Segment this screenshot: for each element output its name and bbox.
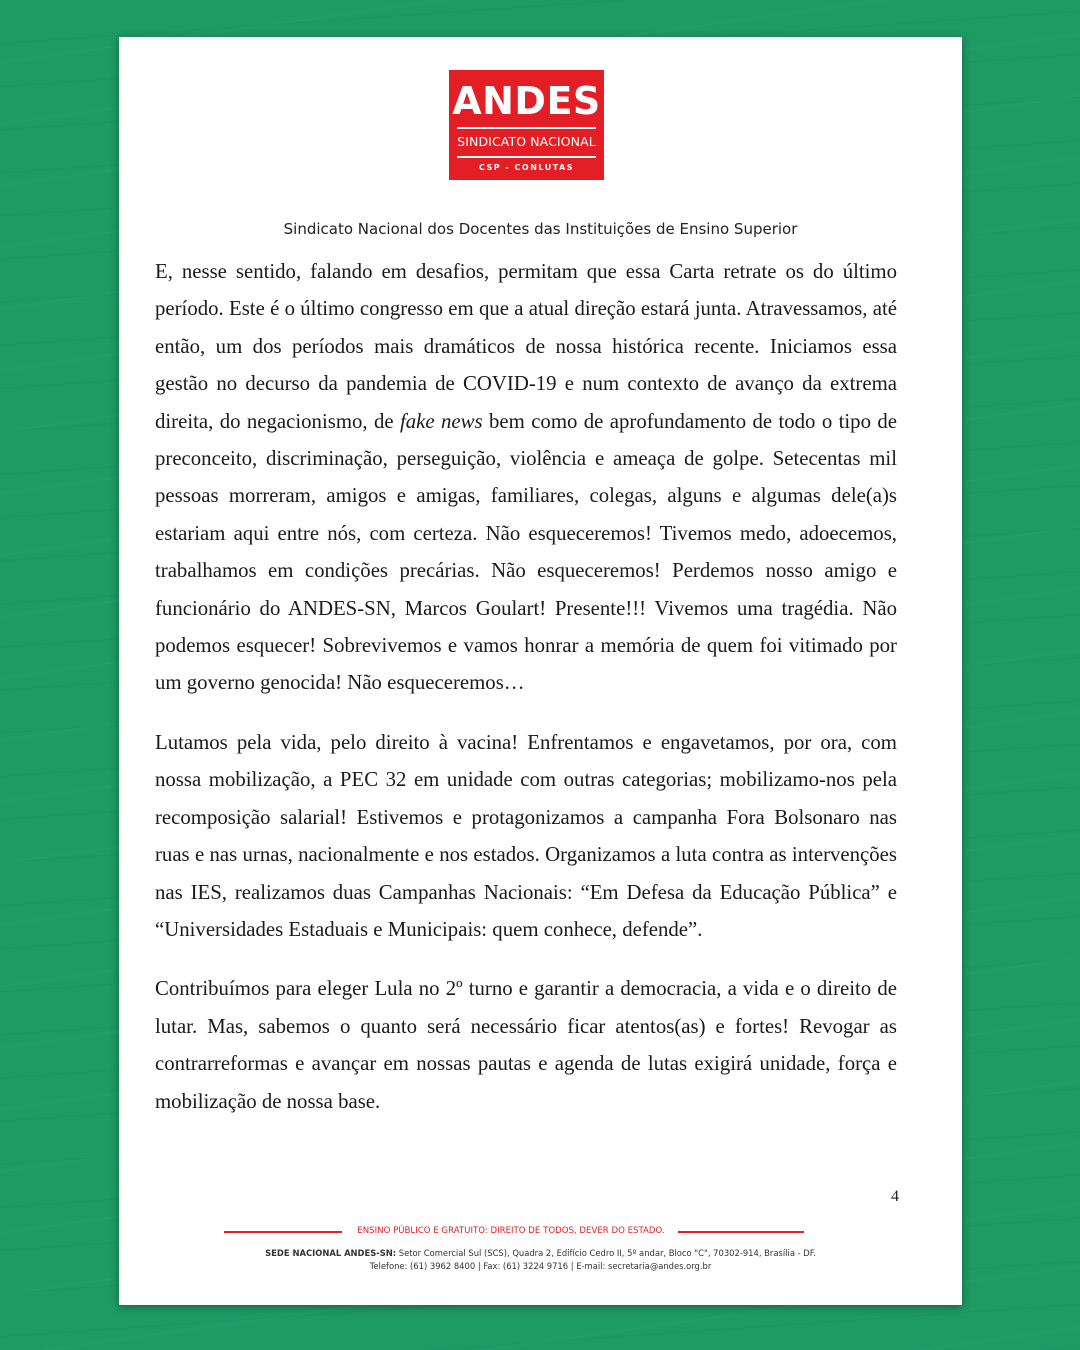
paragraph-3: Contribuímos para eleger Lula no 2º turno e garantir a democracia, a vida e o direito de lutar. Mas, sabemos o quanto será necessário ficar atentos(as) e fortes! Revogar as contrarreformas e avançar em nossas pautas e agenda de lutas exigirá unidade, força e mobilização de nossa base. bbox=[155, 977, 897, 1113]
footer-slogan-row bbox=[224, 1224, 804, 1238]
page-number: 4 bbox=[891, 1188, 899, 1205]
logo-rule-bottom bbox=[457, 156, 596, 158]
letterhead-subtitle: Sindicato Nacional dos Docentes das Instituições de Ensino Superior bbox=[283, 220, 798, 238]
footer-contact: Telefone: (61) 3962 8400 | Fax: (61) 3224 9716 | E-mail: secretaria@andes.org.br bbox=[369, 1261, 712, 1271]
paragraph-1-part-a: E, nesse sentido, falando em desafios, permitam que essa Carta retrate os do último período. Este é o último congresso em que a atual direção estará junta. Atravessamos, até então, um dos períodos mais dramáticos de nossa histórica recente. Iniciamos essa gestão no decurso da pandemia de COVID-19 e num contexto de avanço da extrema direita, do negacionismo, de bbox=[155, 260, 897, 433]
logo-subtitle: SINDICATO NACIONAL bbox=[457, 134, 596, 149]
paragraph-1-part-b: bem como de aprofundamento de todo o tipo de preconceito, discriminação, perseguição, violência e ameaça de golpe. Setecentas mil pessoas morreram, amigos e amigas, familiares, colegas, alguns e algumas dele(a)s estariam aqui entre nós, com certeza. Não esqueceremos! Tivemos medo, adoecemos, trabalhamos em condições precárias. Não esqueceremos! Perdemos nosso amigo e funcionário do ANDES-SN, Marcos Goulart! Presente!!! Vivemos uma tragédia. Não podemos esquecer! Sobrevivemos e vamos honrar a memória de quem foi vitimado por um governo genocida! Não esqueceremos… bbox=[155, 409, 897, 695]
paragraph-1-emphasis: fake news bbox=[400, 409, 483, 433]
letter-page bbox=[119, 37, 962, 1305]
logo-affiliation: CSP - CONLUTAS bbox=[479, 163, 574, 172]
footer-address-text: Setor Comercial Sul (SCS), Quadra 2, Edifício Cedro II, 5º andar, Bloco "C", 70302-914, Brasília - DF. bbox=[396, 1248, 816, 1258]
footer-address bbox=[119, 1247, 962, 1260]
footer-rule-right bbox=[678, 1231, 804, 1233]
footer-slogan: ENSINO PÚBLICO E GRATUITO: DIREITO DE TODOS, DEVER DO ESTADO. bbox=[357, 1226, 665, 1236]
footer-rule-left bbox=[224, 1231, 342, 1233]
logo-rule-top bbox=[457, 127, 596, 129]
logo-name: ANDES bbox=[452, 79, 601, 123]
paragraph-2: Lutamos pela vida, pelo direito à vacina! Enfrentamos e engavetamos, por ora, com nossa mobilização, a PEC 32 em unidade com outras categorias; mobilizamo-nos pela recomposição salarial! Estivemos e protagonizamos a campanha Fora Bolsonaro nas ruas e nas urnas, nacionalmente e nos estados. Organizamos a luta contra as intervenções nas IES, realizamos duas Campanhas Nacionais: “Em Defesa da Educação Pública” e “Universidades Estaduais e Municipais: quem conhece, defende”. bbox=[155, 730, 897, 941]
andes-logo bbox=[449, 70, 604, 180]
footer-address-label: SEDE NACIONAL ANDES-SN: bbox=[265, 1248, 397, 1258]
letter-body bbox=[155, 253, 897, 1142]
paragraph-1 bbox=[155, 253, 897, 702]
